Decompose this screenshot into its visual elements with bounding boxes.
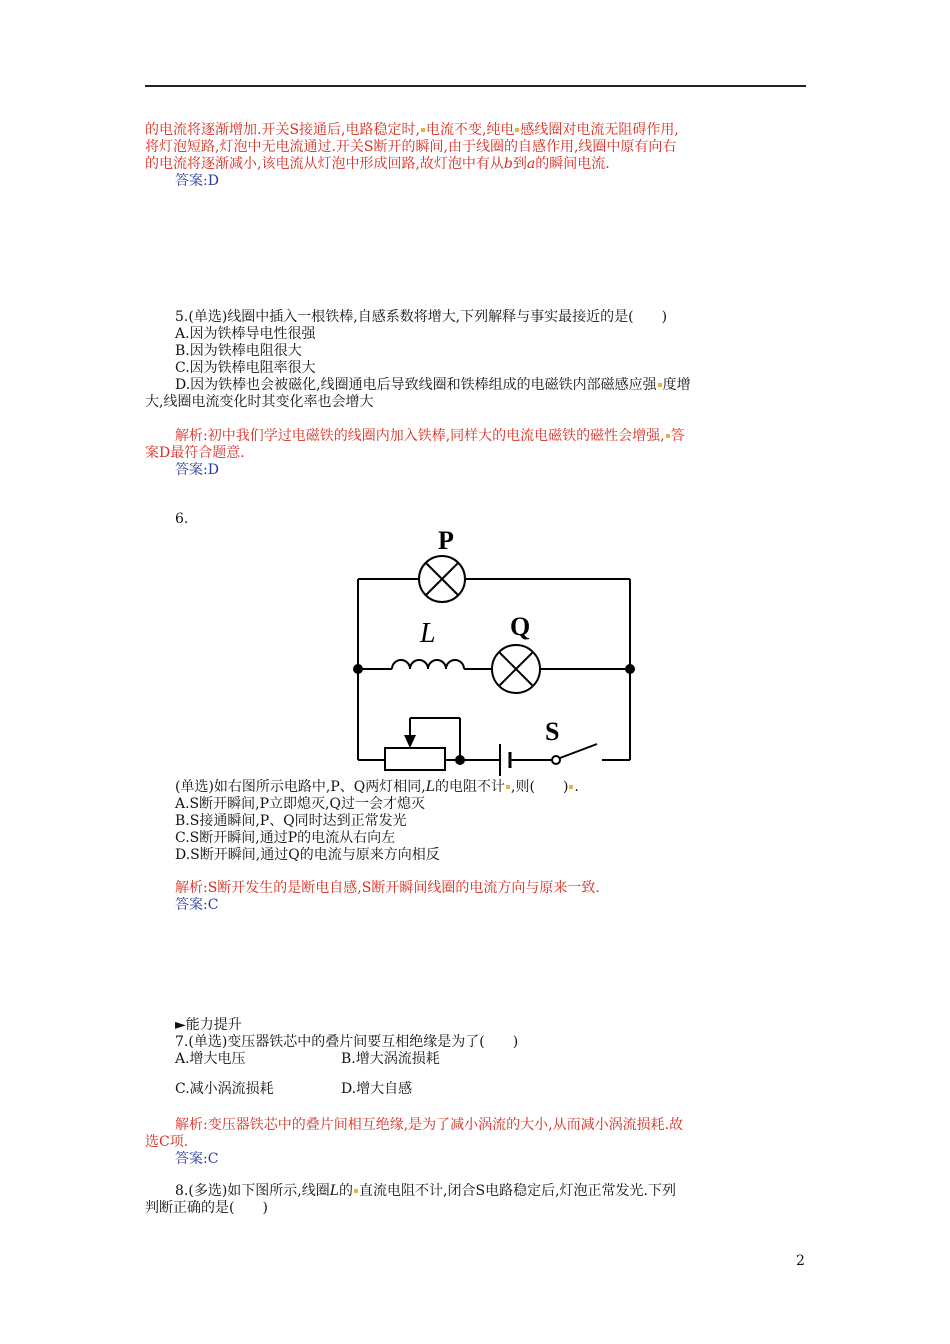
q8-stem-line-2: 判断正确的是( ) [145, 1200, 268, 1216]
question-7 [145, 1034, 807, 1068]
q4-analysis-text-1b: 电流不变,纯电 [425, 122, 515, 138]
q5-analysis-line-1 [145, 428, 807, 445]
var-l: L [425, 779, 436, 795]
q5-option-d-text-b: 度增 [662, 377, 691, 393]
q4-answer: 答案:D [175, 173, 219, 189]
q8-stem-text-b: 的 [339, 1183, 354, 1199]
artifact-mark [354, 1189, 358, 1193]
q6-stem-text-a: (单选)如右图所示电路中,P、Q两灯相同, [175, 779, 426, 795]
q5-analysis-block [145, 428, 807, 479]
junction-left [353, 664, 363, 674]
question-6 [145, 779, 807, 864]
q7-options-row-2 [145, 1081, 807, 1098]
q7-option-b: B.增大涡流损耗 [341, 1051, 440, 1067]
q5-option-d-line-1 [145, 377, 807, 394]
q6-stem-text-b: 的电阻不计 [435, 779, 506, 795]
q5-answer: 答案:D [175, 462, 219, 478]
artifact-mark [569, 785, 573, 789]
q6-option-a: A.S断开瞬间,P立即熄灭,Q过一会才熄灭 [175, 796, 425, 812]
label-l: L [420, 618, 436, 649]
q6-stem [145, 779, 807, 796]
switch-lever [560, 744, 597, 758]
q6-answer: 答案:C [175, 897, 219, 913]
switch-contact [552, 756, 560, 764]
junction-right [625, 664, 635, 674]
q7-options-row-1 [145, 1051, 807, 1068]
q5-analysis-text-b: 答 [670, 428, 685, 444]
q4-analysis-text-3a: 的电流将逐渐减小,该电流从灯泡中形成回路,故灯泡中有从 [145, 156, 504, 172]
q5-option-a: A.因为铁棒导电性很强 [175, 326, 316, 342]
q4-analysis-line-2: 将灯泡短路,灯泡中无电流通过.开关S断开的瞬间,由于线圈的自感作用,线圈中原有向右 [145, 139, 677, 155]
page-number: 2 [796, 1253, 805, 1269]
var-l: L [329, 1183, 340, 1199]
q7-option-c: C.减小涡流损耗 [175, 1081, 274, 1097]
var-b: b [503, 156, 513, 172]
q5-stem: 5.(单选)线圈中插入一根铁棒,自感系数将增大,下列解释与事实最接近的是( ) [175, 309, 668, 325]
q6-number: 6. [175, 511, 189, 527]
label-s: S [545, 717, 560, 746]
artifact-mark [666, 434, 670, 438]
header-rule [145, 85, 806, 87]
section-title: ►能力提升 [175, 1017, 242, 1033]
q6-analysis-block [145, 880, 807, 914]
artifact-mark [515, 128, 519, 132]
q7-option-d: D.增大自感 [341, 1081, 413, 1097]
q7-analysis-block [145, 1117, 807, 1168]
artifact-mark [506, 785, 510, 789]
q5-analysis-text: 解析:初中我们学过电磁铁的线圈内加入铁棒,同样大的电流电磁铁的磁性会增强, [175, 428, 665, 444]
question-8 [145, 1183, 807, 1217]
q6-option-b: B.S接通瞬间,P、Q同时达到正常发光 [175, 813, 407, 829]
inductor-coil [392, 660, 464, 669]
q5-option-d-line-2: 大,线圈电流变化时其变化率也会增大 [145, 394, 374, 410]
q6-option-c: C.S断开瞬间,通过P的电流从右向左 [175, 830, 396, 846]
question-5 [145, 309, 807, 411]
q7-options-block-2 [145, 1081, 807, 1098]
q5-option-c: C.因为铁棒电阻率很大 [175, 360, 316, 376]
q5-analysis-line-2: 案D最符合题意. [145, 445, 245, 461]
q7-option-a: A.增大电压 [175, 1051, 246, 1067]
label-p: P [438, 526, 454, 555]
q4-analysis-block [145, 122, 807, 190]
q7-answer: 答案:C [175, 1151, 219, 1167]
q7-analysis-line-1: 解析:变压器铁芯中的叠片间相互绝缘,是为了减小涡流的大小,从而减小涡流损耗.故 [175, 1117, 684, 1133]
q4-analysis-text-1c: 感线圈对电流无阻碍作用, [520, 122, 679, 138]
junction-rheostat [455, 755, 465, 765]
q4-analysis-line-3 [145, 156, 807, 173]
slider-arrow-head [404, 735, 416, 748]
q7-analysis-line-2: 选C项. [145, 1134, 189, 1150]
var-a: a [526, 156, 536, 172]
q5-option-b: B.因为铁棒电阻很大 [175, 343, 302, 359]
q7-stem: 7.(单选)变压器铁芯中的叠片间要互相绝缘是为了( ) [175, 1034, 519, 1050]
q8-stem-text-c: 直流电阻不计,闭合S电路稳定后,灯泡正常发光.下列 [359, 1183, 676, 1199]
label-q: Q [510, 612, 531, 641]
q5-option-d-text: D.因为铁棒也会被磁化,线圈通电后导致线圈和铁棒组成的电磁铁内部磁感应强 [175, 377, 657, 393]
section-ability [145, 1017, 807, 1034]
q8-stem-line-1 [145, 1183, 807, 1200]
q4-analysis-text-1a: 的电流将逐渐增加.开关S接通后,电路稳定时, [145, 122, 420, 138]
rheostat-body [385, 748, 445, 770]
artifact-mark [421, 128, 425, 132]
q6-analysis: 解析:S断开发生的是断电自感,S断开瞬间线圈的电流方向与原来一致. [175, 880, 600, 896]
q6-stem-text-c: ,则( ) [511, 779, 569, 795]
circuit-diagram [340, 520, 640, 776]
q4-analysis-text-3c: 的瞬间电流. [535, 156, 610, 172]
q4-analysis-text-3b: 到 [512, 156, 527, 172]
q6-stem-text-d: . [574, 779, 579, 795]
artifact-mark [658, 383, 662, 387]
q8-stem-text-a: 8.(多选)如下图所示,线圈 [175, 1183, 330, 1199]
q4-analysis-line-1 [145, 122, 807, 139]
q6-option-d: D.S断开瞬间,通过Q的电流与原来方向相反 [175, 847, 440, 863]
